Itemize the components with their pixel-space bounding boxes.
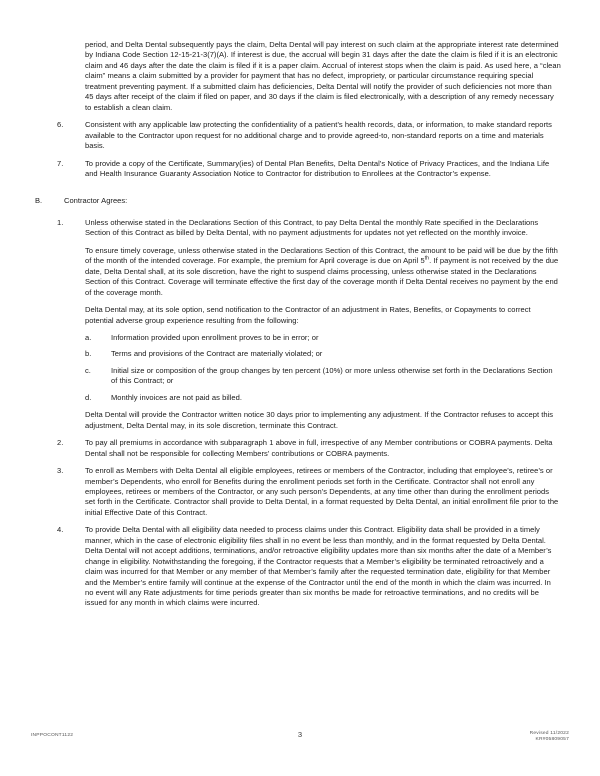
- sub-list-item-text: Terms and provisions of the Contract are materially violated; or: [111, 349, 323, 359]
- section-marker: B.: [35, 196, 43, 206]
- list-item-b3: [57, 466, 561, 518]
- spacer: [31, 326, 569, 333]
- spacer: [31, 113, 569, 120]
- spacer: [31, 431, 569, 438]
- footer-revised-date: Revised 11/2022: [529, 731, 569, 736]
- list-marker: 7.: [57, 158, 64, 168]
- page-number: 3: [297, 730, 303, 739]
- b1-paragraph-3: Delta Dental may, at its sole option, send notification to the Contractor of an adjustment in Rates, Benefits, or Copayments to correct potential adverse group experience resulting from the following:: [85, 305, 531, 325]
- list-marker: 3.: [57, 466, 64, 476]
- list-item-6: [57, 120, 561, 151]
- list-item-text: Consistent with any applicable law protecting the confidentiality of a patient’s health records, data, or information, to make standard reports available to the Contractor upon request for no additional charge and to provide agreed-to, non-standard reports on a time and materials basis.: [85, 120, 552, 151]
- sub-list-marker: b.: [85, 349, 92, 359]
- footer-revision-info: [530, 731, 569, 744]
- footer-form-code: INPPOCONT1122: [31, 733, 74, 738]
- footer-kr-code: KR#05809057: [535, 737, 569, 743]
- spacer: [31, 459, 569, 466]
- b1-paragraph-4: Delta Dental will provide the Contractor written notice 30 days prior to implementing any adjustment. If the Contractor refuses to accept this adjustment, Delta Dental may, in its sole discretion, terminate this Contract.: [85, 410, 554, 430]
- sub-list-marker: c.: [85, 365, 91, 375]
- spacer: [31, 403, 569, 410]
- b1-paragraph-2-part2: . If payment is not received by the due date, Delta Dental shall, at its sole discretion, have the right to suspend claims processing, unless otherwise stated in the Declarations Section of this Contract. Coverage will terminate effective the first day of the coverage month if Delta Dental receives no payment by the end of the coverage month.: [85, 256, 559, 297]
- b1-paragraph-2: [85, 246, 561, 298]
- sub-list-item-c: [85, 366, 561, 387]
- list-item-text: Unless otherwise stated in the Declarations Section of this Contract, to pay Delta Dental the monthly Rate specified in the Declarations Section of this Contract as billed by Delta Dental, with no payment adjustments for updates not yet reflected on the monthly invoice.: [85, 217, 539, 238]
- section-heading: Contractor Agrees:: [64, 196, 128, 206]
- sub-list-marker: d.: [85, 392, 92, 402]
- sub-list-marker: a.: [85, 332, 92, 342]
- section-b-heading-row: [35, 196, 569, 206]
- list-item-b1: [57, 218, 561, 239]
- sub-list-item-d: [85, 393, 561, 403]
- list-marker: 6.: [57, 120, 64, 130]
- spacer: [31, 207, 569, 218]
- spacer: [31, 518, 569, 525]
- list-item-b4: [57, 525, 561, 609]
- list-item-b2: [57, 438, 561, 459]
- list-item-text: To provide a copy of the Certificate, Summary(ies) of Dental Plan Benefits, Delta Dental’s Notice of Privacy Practices, and the Indiana Life and Health Insurance Guaranty Association Notice to Contractor for distribution to Enrollees at the Contractor’s expense.: [85, 158, 550, 178]
- sub-list-item-b: [85, 349, 561, 359]
- ordinal-suffix: th: [424, 255, 430, 262]
- page-footer: [0, 730, 600, 758]
- sub-list-item-text: Monthly invoices are not paid as billed.: [111, 392, 242, 402]
- sub-list-item-text: Initial size or composition of the group changes by ten percent (10%) or more unless otherwise set forth in the Declarations Section of this Contract; or: [111, 365, 553, 386]
- spacer: [31, 239, 569, 246]
- continuation-paragraph: period, and Delta Dental subsequently pays the claim, Delta Dental will pay interest on such claim at the appropriate interest rate determined by Indiana Code Section 12-15-21-3(7)(A). If interest is due, the accrual will begin 31 days after the date the claim is filed if it is an electronic claim and 46 days after the date the claim is filed if it is a paper claim. Accrual of interest stops when the claim is paid. As used here, a “clean claim” means a claim submitted by a provider for payment that has no defect, impropriety, or particular circumstance requiring special treatment preventing payment. If a submitted claim has deficiencies, Delta Dental will notify the provider of such deficiencies not more than 45 days after receipt of the claim if filed on paper, and 30 days if the claim is filed electronically, with a description of any remedy necessary to establish a clean claim.: [85, 40, 561, 112]
- list-item-text: To provide Delta Dental with all eligibility data needed to process claims under this Contract. Eligibility data shall be provided in a timely manner, which in the case of electronic eligibility files shall in no event be less than monthly, and in the format requested by Delta Dental. Delta Dental will not accept additions, terminations, and/or retroactive eligibility updates more than six months after the date of a Member’s change in eligibility. Notwithstanding the foregoing, if the Contractor requests that a Member’s eligibility be terminated retroactively and a claim was incurred for that Member or any member of that Member’s family after the requested termination date, eligibility for that Member and the Member’s entire family will continue at the expense of the Contractor until the end of the month in which the claim was incurred. In no event will any Rate adjustments for time periods greater than six months be made for retroactive terminations, and no credits will be issued for any month in which claims were incurred.: [85, 525, 552, 608]
- list-item-text: To pay all premiums in accordance with subparagraph 1 above in full, irrespective of any Member contributions or COBRA payments. Delta Dental shall not be responsible for collecting Members’ contributions or COBRA payments.: [85, 438, 553, 458]
- spacer: [31, 298, 569, 305]
- list-item-text: To enroll as Members with Delta Dental all eligible employees, retirees or members of the Contractor, including that employee’s, retiree’s or member’s Dependents, who enroll for Benefits during the enrollment periods set forth in the Certificate. Contractor shall not enroll any employees, retirees or members of the Contractor, or any such person’s Dependents, at any time other than during the enrollment periods set forth in the Certificate. Contractor shall provide to Delta Dental, in a format requested by Delta Dental, an initial enrollment file prior to the initial Effective Date of this Contract.: [85, 466, 559, 517]
- list-marker: 1.: [57, 217, 64, 227]
- list-item-7: [57, 159, 561, 180]
- sub-list-item-text: Information provided upon enrollment proves to be in error; or: [111, 332, 319, 342]
- list-marker: 4.: [57, 525, 64, 535]
- b1-paragraph-2-part1: To ensure timely coverage, unless otherwise stated in the Declarations Section of this Contract, the amount to be paid will be due by the fifth of the month of the intended coverage. For example, the premium for April coverage is due on April 5: [85, 245, 558, 266]
- list-marker: 2.: [57, 438, 64, 448]
- spacer: [31, 152, 569, 159]
- spacer: [31, 179, 569, 196]
- sub-list-item-a: [85, 333, 561, 343]
